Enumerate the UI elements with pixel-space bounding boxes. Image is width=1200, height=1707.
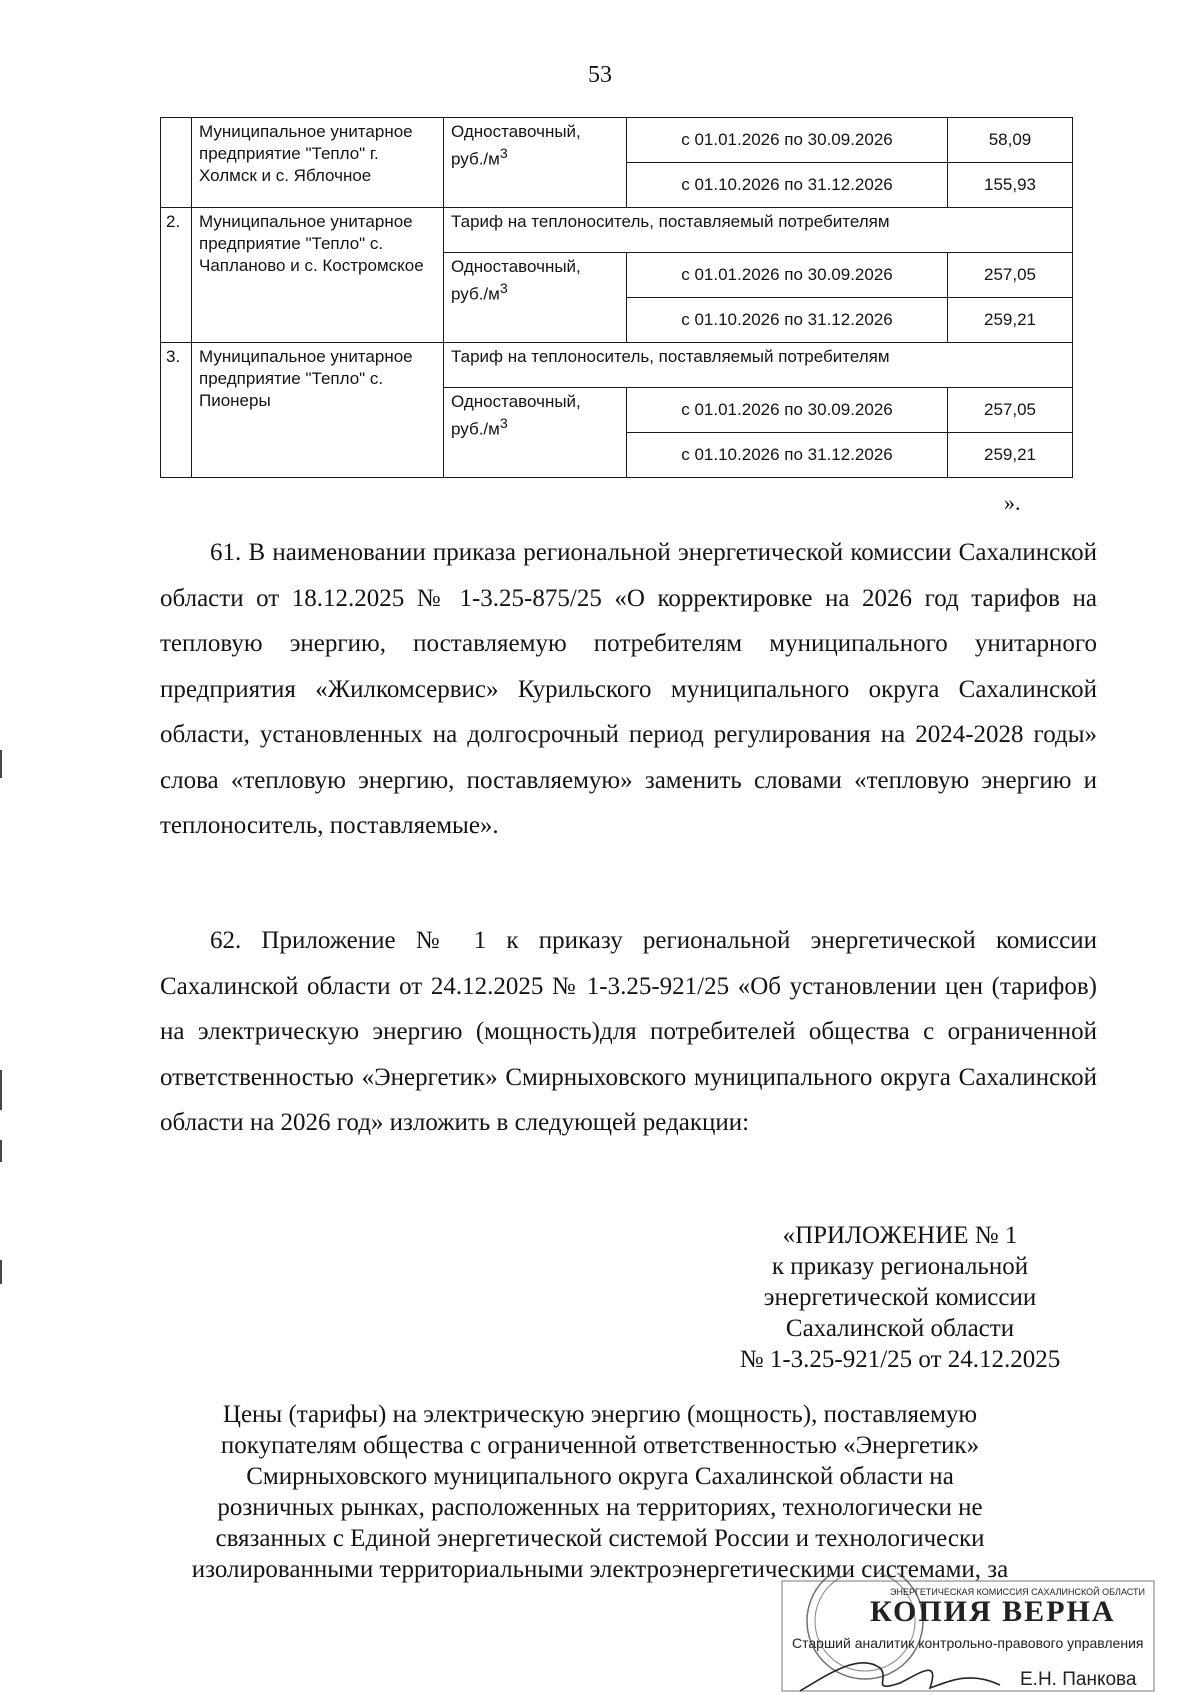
scan-edge-mark bbox=[0, 750, 2, 778]
table-row bbox=[161, 208, 1073, 253]
row-number: 2. bbox=[161, 208, 192, 343]
organization-cell: Муниципальное унитарное предприятие "Тепло" г. Холмск и с. Яблочное bbox=[192, 118, 444, 208]
value-cell: 257,05 bbox=[948, 253, 1073, 298]
appendix-line: № 1-3.25-921/25 от 24.12.2025 bbox=[739, 1346, 1061, 1373]
section-header-cell: Тариф на теплоноситель, поставляемый потребителям bbox=[444, 208, 1073, 253]
appendix-line: к приказу региональной bbox=[771, 1253, 1029, 1280]
appendix-line: Сахалинской области bbox=[785, 1315, 1015, 1342]
certification-stamp bbox=[770, 1573, 1170, 1703]
period-cell: с 01.10.2026 по 31.12.2026 bbox=[627, 433, 948, 478]
organization-cell: Муниципальное унитарное предприятие "Тепло" с. Чапланово и с. Костромское bbox=[192, 208, 444, 343]
value-cell: 259,21 bbox=[948, 298, 1073, 343]
appendix-line: «ПРИЛОЖЕНИЕ № 1 bbox=[782, 1222, 1018, 1249]
table-row bbox=[161, 343, 1073, 388]
title-line: изолированными территориальными электроэнергетическими системами, за bbox=[191, 1556, 1009, 1583]
stamp-name: Е.Н. Панкова bbox=[1020, 1669, 1137, 1690]
value-cell: 257,05 bbox=[948, 388, 1073, 433]
value-cell: 155,93 bbox=[948, 163, 1073, 208]
page-number: 53 bbox=[588, 62, 612, 88]
section-header-cell: Тариф на теплоноситель, поставляемый потребителям bbox=[444, 343, 1073, 388]
period-cell: с 01.10.2026 по 31.12.2026 bbox=[627, 163, 948, 208]
rate-type-cell: Одноставочный, $руб./м^3$ bbox=[444, 253, 627, 343]
title-line: связанных с Единой энергетической системой России и технологически bbox=[215, 1525, 985, 1552]
table-row bbox=[161, 118, 1073, 163]
tariff-table bbox=[160, 117, 1073, 478]
closing-quote: ». bbox=[1004, 490, 1021, 515]
period-cell: с 01.01.2026 по 30.09.2026 bbox=[627, 388, 948, 433]
scan-edge-mark bbox=[0, 1140, 2, 1162]
appendix-header bbox=[700, 1220, 1100, 1375]
scan-edge-mark bbox=[0, 1260, 2, 1284]
organization-cell: Муниципальное унитарное предприятие "Тепло" с. Пионеры bbox=[192, 343, 444, 478]
value-cell: 259,21 bbox=[948, 433, 1073, 478]
document-title bbox=[150, 1399, 1050, 1585]
row-number bbox=[161, 118, 192, 208]
stamp-role: Старший аналитик контрольно-правового управления bbox=[792, 1635, 1144, 1651]
title-line: Смирныховского муниципального округа Сахалинской области на bbox=[246, 1463, 954, 1490]
appendix-line: энергетической комиссии bbox=[763, 1284, 1037, 1311]
value-cell: 58,09 bbox=[948, 118, 1073, 163]
scan-edge-mark bbox=[0, 1070, 2, 1110]
rate-type-cell: Одноставочный, $руб./м^3$ bbox=[444, 118, 627, 208]
stamp-region-text: ЭНЕРГЕТИЧЕСКАЯ КОМИССИЯ САХАЛИНСКОЙ ОБЛАСТИ bbox=[890, 1587, 1145, 1597]
paragraph-62: 62. Приложение № 1 к приказу региональной энергетической комиссии Сахалинской области от 24.12.2025 № 1-3.25-921/25 «Об установлении цен (тарифов) на электрическую энергию (мощность)для потребителей общества с ограниченной ответственностью «Энергетик» Смирныховского муниципального округа Сахалинской области на 2026 год» изложить в следующей редакции: bbox=[160, 927, 1097, 1136]
title-line: покупателям общества с ограниченной ответственностью «Энергетик» bbox=[220, 1432, 980, 1459]
paragraph-61: 61. В наименовании приказа региональной энергетической комиссии Сахалинской области от 18.12.2025 № 1-3.25-875/25 «О корректировке на 2026 год тарифов на тепловую энергию, поставляемую потребителям муниципального унитарного предприятия «Жилкомсервис» Курильского муниципального округа Сахалинской области, установленных на долгосрочный период регулирования на 2024-2028 годы» слова «тепловую энергию, поставляемую» заменить словами «тепловую энергию и теплоноситель, поставляемые». bbox=[160, 539, 1097, 839]
period-cell: с 01.10.2026 по 31.12.2026 bbox=[627, 298, 948, 343]
rate-type-cell: Одноставочный, $руб./м^3$ bbox=[444, 388, 627, 478]
title-line: Цены (тарифы) на электрическую энергию (мощность), поставляемую bbox=[222, 1401, 978, 1428]
stamp-copy-label: КОПИЯ ВЕРНА bbox=[870, 1595, 1116, 1628]
row-number: 3. bbox=[161, 343, 192, 478]
title-line: розничных рынках, расположенных на территориях, технологически не bbox=[217, 1494, 983, 1521]
period-cell: с 01.01.2026 по 30.09.2026 bbox=[627, 253, 948, 298]
period-cell: с 01.01.2026 по 30.09.2026 bbox=[627, 118, 948, 163]
